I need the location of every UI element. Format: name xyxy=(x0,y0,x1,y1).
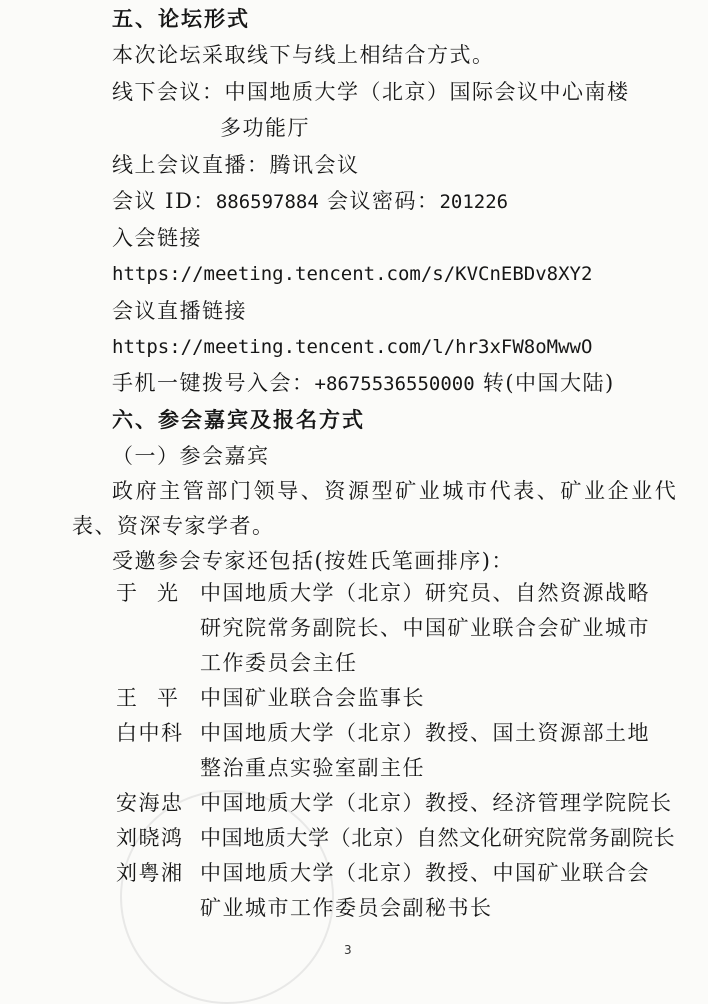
expert-name: 刘晓鸿 xyxy=(116,826,184,850)
section-heading-forum-format: 五、论坛形式 xyxy=(112,6,250,31)
section-heading-guests: 六、参会嘉宾及报名方式 xyxy=(112,407,365,432)
meeting-id-label: 会议 ID： xyxy=(112,189,216,213)
meeting-id-value: 886597884 xyxy=(215,191,319,213)
expert-desc: 中国地质大学（北京）自然文化研究院常务副院长 xyxy=(200,826,676,850)
phone-dial-line xyxy=(112,368,615,399)
expert-desc: 中国地质大学（北京）研究员、自然资源战略 xyxy=(200,581,650,605)
online-platform: 腾讯会议 xyxy=(269,153,360,177)
expert-desc: 中国地质大学（北京）教授、经济管理学院院长 xyxy=(200,791,673,815)
live-link-label: 会议直播链接 xyxy=(112,299,247,323)
meeting-id-line xyxy=(112,186,508,217)
phone-label: 手机一键拨号入会： xyxy=(112,371,315,395)
password-value: 201226 xyxy=(439,191,509,213)
offline-venue-cont: 多功能厅 xyxy=(220,116,310,140)
offline-meeting-line xyxy=(112,77,630,107)
online-meeting-line xyxy=(112,150,360,180)
offline-label: 线下会议： xyxy=(112,80,225,104)
expert-desc: 矿业城市工作委员会副秘书长 xyxy=(200,896,493,920)
expert-name: 于光 xyxy=(116,581,198,605)
guests-desc-2: 表、资深专家学者。 xyxy=(72,514,275,538)
expert-name: 白中科 xyxy=(116,721,184,745)
expert-desc: 中国地质大学（北京）教授、国土资源部土地 xyxy=(200,721,650,745)
password-label: 会议密码： xyxy=(326,189,440,213)
phone-number: +8675536550000 xyxy=(314,373,475,395)
guests-desc-1: 政府主管部门领导、资源型矿业城市代表、矿业企业代 xyxy=(112,479,679,503)
expert-name: 刘粤湘 xyxy=(116,861,184,885)
page-number: 3 xyxy=(344,943,352,957)
expert-desc: 整治重点实验室副主任 xyxy=(200,756,425,780)
invited-intro: 受邀参会专家还包括(按姓氏笔画排序)： xyxy=(112,549,514,573)
expert-desc: 研究院常务副院长、中国矿业联合会矿业城市 xyxy=(200,616,650,640)
expert-desc: 工作委员会主任 xyxy=(200,651,358,675)
join-link-label: 入会链接 xyxy=(112,226,202,250)
expert-name: 王平 xyxy=(116,686,198,710)
forum-intro: 本次论坛采取线下与线上相结合方式。 xyxy=(112,43,495,67)
expert-desc: 中国地质大学（北京）教授、中国矿业联合会 xyxy=(200,861,650,885)
online-label: 线上会议直播： xyxy=(112,153,270,177)
offline-venue: 中国地质大学（北京）国际会议中心南楼 xyxy=(224,80,630,104)
expert-name: 安海忠 xyxy=(116,791,184,815)
subheading-guests: （一）参会嘉宾 xyxy=(112,444,270,468)
phone-suffix: 转(中国大陆) xyxy=(482,371,615,395)
expert-desc: 中国矿业联合会监事长 xyxy=(200,686,425,710)
live-link-url[interactable]: https://meeting.tencent.com/l/hr3xFW8oMwwO xyxy=(112,336,593,358)
join-link-url[interactable]: https://meeting.tencent.com/s/KVCnEBDv8XY2 xyxy=(112,263,593,285)
